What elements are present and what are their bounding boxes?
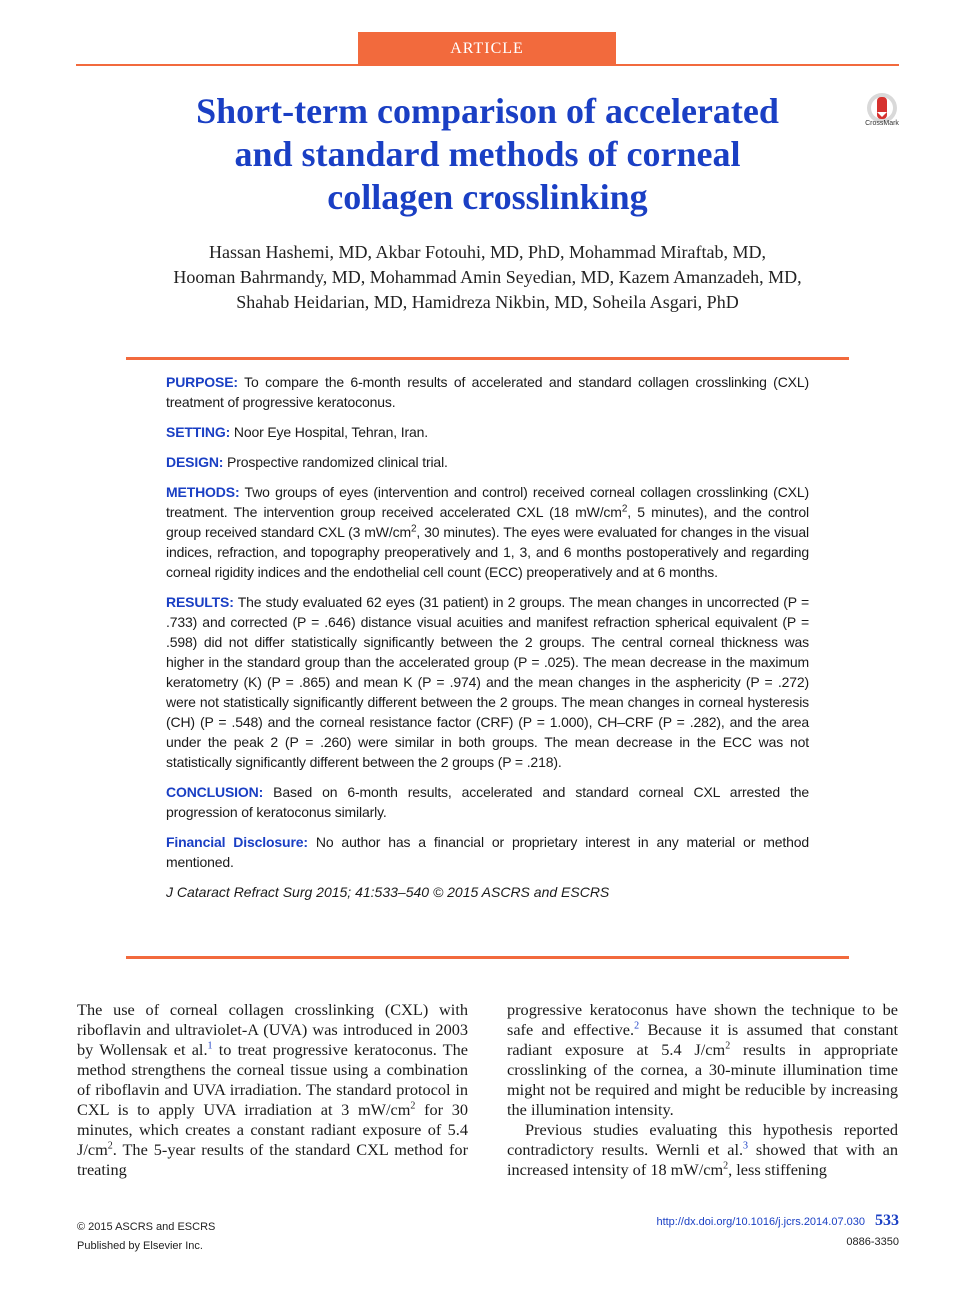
superscript: 2 [621,503,628,515]
reference-link[interactable]: 1 [207,1040,213,1052]
abstract-purpose [166,372,809,412]
reference-link[interactable]: 3 [743,1140,749,1152]
body-paragraph [77,1000,468,1180]
crossmark-label: CrossMark [865,120,899,127]
issn: 0886-3350 [846,1236,899,1248]
author-line: Shahab Heidarian, MD, Hamidreza Nikbin, MD, Soheila Asgari, PhD [236,292,739,312]
article-type-tab: ARTICLE [358,32,616,65]
title-line: collagen crosslinking [327,177,648,217]
body-paragraph [507,1120,898,1180]
abstract-text: The study evaluated 62 eyes (31 patient) in 2 groups. The mean changes in uncorrected (P = .733) and corrected (P = .646) distance visual acuities and manifest refraction spherical equivalent (P = .598) did not differ statistically significantly between the 2 groups. The central corneal thickness was higher in the standard group than the accelerated group (P = .025). The mean decrease in the maximum keratometry (K) (P = .865) and mean K (P = .974) and the mean changes in the asphericity (P = .272) were not statistically significantly different between the 2 groups. The mean changes in corneal hysteresis (CH) (P = .548) and the corneal resistance factor (CRF) (P = 1.000), CH–CRF (P = .282), and the area under the peak 2 (P = .260) were similar in both groups. The mean decrease in the ECC was not statistically significantly different between the 2 groups (P = .218). [166,594,809,770]
body-text: results in appropriate crosslinking of the cornea, a 30-minute illumination time might not be required and might be reducible by increasing the illumination intensity. [507,1040,899,1119]
superscript: 2 [410,523,417,535]
abstract-label: DESIGN: [166,454,224,470]
abstract-disclosure [166,832,809,872]
body-text: Previous studies evaluating this hypothesis reported contradictory results. Wernli et al. [507,1120,898,1159]
body-text: progressive keratoconus have shown the technique to be safe and effective. [507,1000,898,1039]
body-column-left [77,1000,468,1180]
abstract-text: Prospective randomized clinical trial. [223,454,448,470]
body-text: Because it is assumed that constant radiant exposure at 5.4 J/cm [507,1020,899,1059]
body-paragraph [507,1000,898,1120]
abstract-text: Two groups of eyes (intervention and control) received corneal collagen crosslinking (CXL) treatment. The intervention group received accelerated CXL (18 mW/cm [166,484,809,520]
abstract-label: CONCLUSION: [166,784,264,800]
footer-left [77,1218,215,1256]
abstract-label: RESULTS: [166,594,234,610]
doi-link[interactable]: http://dx.doi.org/10.1016/j.jcrs.2014.07.030 [656,1216,865,1228]
footer-copyright: © 2015 ASCRS and ESCRS [77,1221,216,1233]
abstract-text: To compare the 6-month results of accelerated and standard collagen crosslinking (CXL) treatment of progressive keratoconus. [166,374,809,410]
abstract-label: SETTING: [166,424,231,440]
abstract-text: No author has a financial or proprietary interest in any material or method mentioned. [166,834,810,870]
superscript: 2 [723,1160,729,1172]
title-line: Short-term comparison of accelerated [196,91,779,131]
abstract-label: PURPOSE: [166,374,238,390]
abstract-text: Based on 6-month results, accelerated and standard corneal CXL arrested the progression of keratoconus similarly. [166,784,809,820]
body-text: The use of corneal collagen crosslinking (CXL) with riboflavin and ultraviolet-A (UVA) was introduced in 2003 by Wollensak et al. [77,1000,468,1059]
abstract-results [166,592,809,772]
abstract-methods [166,482,809,582]
body-text: , less stiffening [728,1160,827,1179]
abstract-label: METHODS: [166,484,240,500]
author-list [100,240,875,315]
abstract-text: Noor Eye Hospital, Tehran, Iran. [230,424,429,440]
footer-right [656,1212,899,1248]
footer-publisher: Published by Elsevier Inc. [77,1240,203,1252]
abstract-text: , 30 minutes). The eyes were evaluated for changes in the visual indices, refraction, and topography preoperatively and 1, 3, and 6 months postoperatively and regarding corneal rigidity indices and the endothelial cell count (ECC) preoperatively and at 6 months. [166,524,809,580]
author-line: Hassan Hashemi, MD, Akbar Fotouhi, MD, PhD, Mohammad Miraftab, MD, [209,242,766,262]
page-number: 533 [875,1212,899,1229]
abstract-setting [166,422,809,442]
superscript: 2 [410,1100,416,1112]
abstract-label: Financial Disclosure: [166,834,308,850]
superscript: 2 [725,1040,731,1052]
journal-citation: J Cataract Refract Surg 2015; 41:533–540 © 2015 ASCRS and ESCRS [166,884,610,900]
abstract-conclusion [166,782,809,822]
article-title [120,90,855,219]
header-rule [76,64,899,66]
title-line: and standard methods of corneal [234,134,741,174]
body-text: to treat progressive keratoconus. The method strengthens the corneal tissue using a combination of riboflavin and UVA irradiation. The standard protocol in CXL is to apply UVA irradiation at 3 mW/cm [77,1040,468,1119]
body-text: for 30 minutes, which creates a constant radiant exposure of 5.4 J/cm [77,1100,469,1159]
abstract-bottom-rule [126,956,849,959]
body-column-right [507,1000,898,1180]
superscript: 2 [107,1140,113,1152]
body-text: showed that with an increased intensity of 18 mW/cm [507,1140,898,1179]
abstract-top-rule [126,357,849,360]
abstract-design [166,452,809,472]
abstract-text: , 5 minutes), and the control group received standard CXL (3 mW/cm [166,504,809,540]
body-text: . The 5-year results of the standard CXL method for treating [77,1140,468,1179]
reference-link[interactable]: 2 [634,1020,640,1032]
abstract [166,372,809,902]
author-line: Hooman Bahrmandy, MD, Mohammad Amin Seyedian, MD, Kazem Amanzadeh, MD, [173,267,802,287]
